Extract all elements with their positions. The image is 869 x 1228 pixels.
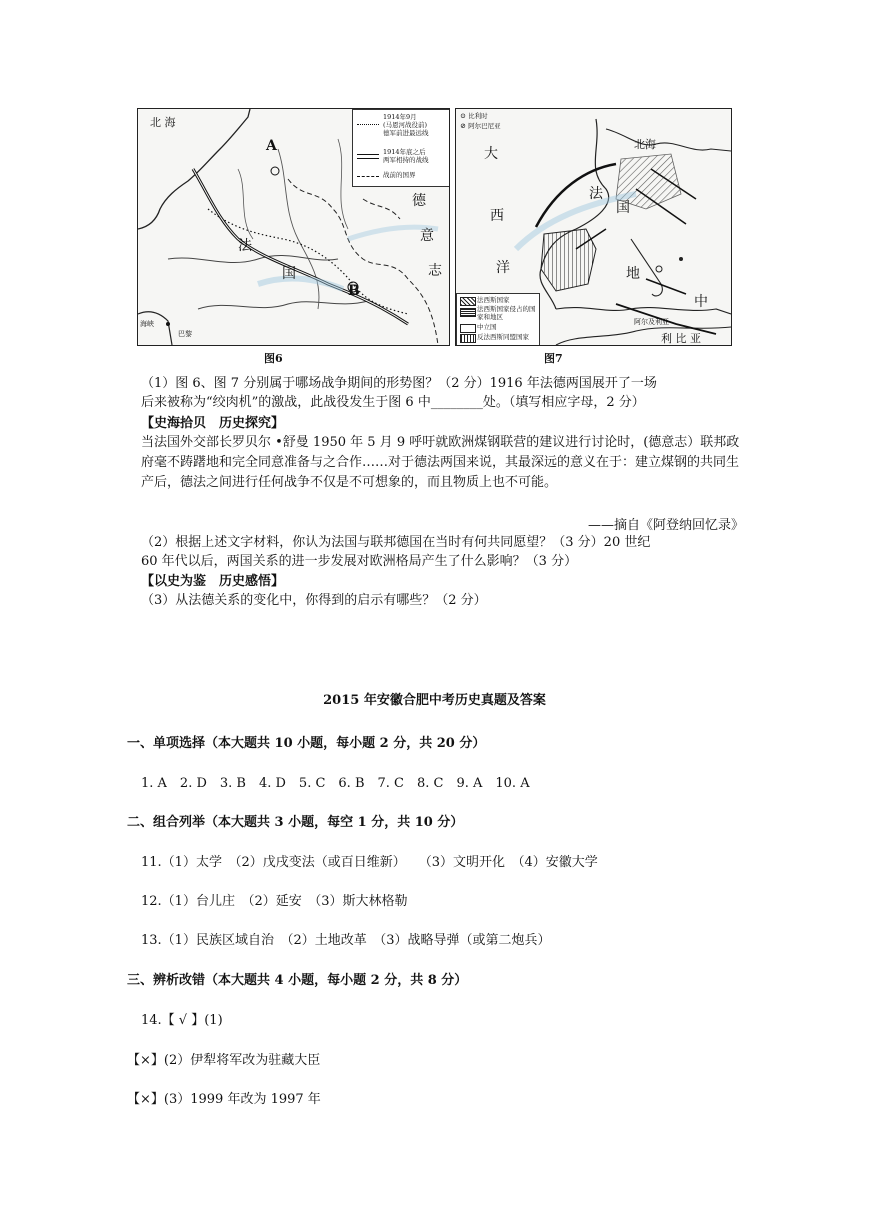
- map7-algeria-label: 阿尔及利亚: [634, 318, 669, 326]
- figure-7-caption: 图7: [544, 352, 563, 365]
- map7-legend: [456, 293, 540, 346]
- material-source: ——摘自《阿登纳回忆录》: [587, 518, 744, 533]
- part-3-header: 三、辨析改错（本大题共 4 小题，每小题 2 分，共 8 分）: [127, 973, 468, 988]
- map6-city-label: 巴黎: [178, 330, 192, 338]
- map7-france-label-2: 国: [616, 200, 630, 216]
- map7-legend-belgium: 比利时: [468, 112, 488, 120]
- question-1-line-1: （1）图 6、图 7 分别属于哪场战争期间的形势图？（2 分）1916 年法德两国展开了一场: [141, 376, 657, 391]
- map6-germany-label-2: 意: [420, 228, 434, 244]
- legend-item2-line2: 两军相持的战线: [383, 156, 429, 165]
- map7-legend-item2: 法西斯国家侵占的国家和地区: [477, 305, 536, 321]
- map7-legend-item1: 法西斯国家: [477, 296, 510, 304]
- part-1-header: 一、单项选择（本大题共 10 小题，每小题 2 分，共 20 分）: [127, 736, 486, 751]
- part-2-header: 二、组合列举（本大题共 3 小题，每空 1 分，共 10 分）: [127, 815, 464, 830]
- legend-item1-line1: 1914年9月: [383, 113, 417, 121]
- map6-point-b: B: [348, 283, 360, 299]
- answer-14-2: 【×】(2）伊犁将军改为驻藏大臣: [127, 1053, 321, 1068]
- legend-neutral-swatch: [460, 324, 476, 333]
- map6-point-a: A: [266, 138, 277, 154]
- map7-france-label-1: 法: [589, 186, 603, 202]
- figure-6-map: [137, 108, 450, 346]
- legend-item3: 战前的国界: [383, 171, 416, 179]
- map7-sea-label-2: 中: [694, 294, 708, 310]
- question-2-line-2: 60 年代以后，两国关系的进一步发展对欧洲格局产生了什么影响？（3 分）: [141, 554, 578, 569]
- figure-7-map: [455, 108, 732, 346]
- question-3: （3）从法德关系的变化中，你得到的启示有哪些？（2 分）: [141, 593, 487, 608]
- map7-ocean-label-2: 西: [490, 208, 504, 224]
- legend-allied-swatch: [460, 334, 476, 343]
- map7-libya-label: 利 比 亚: [661, 332, 701, 345]
- map7-sea-label-1: 地: [626, 266, 640, 282]
- material-passage: 当法国外交部长罗贝尔 •舒曼 1950 年 5 月 9 呼吁就欧洲煤钢联营的建议进行讨论时，(德意志）联邦政府毫不踌躇地和完全同意准备与之合作……对于德法两国来说，其最深远的意义在于：建立煤钢的共同生产后，德法之间进行任何战争不仅是不可想象的，而且物质上也不可能。: [141, 435, 740, 490]
- question-1-line-2: 后来被称为“绞肉机”的激战，此战役发生于图 6 中________处。（填写相应字母，2 分）: [141, 395, 645, 410]
- map6-germany-label-3: 志: [428, 263, 442, 279]
- map7-legend-albania: 阿尔巴尼亚: [468, 122, 501, 130]
- map6-germany-label-1: 德: [412, 193, 426, 209]
- legend-dashed-swatch: [357, 176, 379, 177]
- map7-legend-item4: 反法西斯同盟国家: [477, 333, 529, 341]
- map6-legend: [352, 109, 450, 187]
- legend-double-swatch: [357, 154, 379, 159]
- map6-france-label-1: 法: [238, 238, 252, 254]
- map7-top-legend: ⊙ 比利时 ⊘ 阿尔巴尼亚: [460, 112, 501, 130]
- legend-item1-line2: (马恩河战役前): [383, 121, 428, 130]
- map6-sea-label: 北 海: [150, 116, 176, 129]
- map7-north-sea-label: 北海: [634, 138, 656, 151]
- map7-ocean-label-3: 洋: [496, 260, 510, 276]
- question-2-line-1: （2）根据上述文字材料，你认为法国与联邦德国在当时有何共同愿望？（3 分）20 世纪: [141, 535, 651, 550]
- part-1-answers: 1. A 2. D 3. B 4. D 5. C 6. B 7. C 8. C 9. A 10. A: [141, 776, 530, 791]
- answer-11: 11.（1）太学 （2）戊戌变法（或百日维新） （3）文明开化 （4）安徽大学: [141, 855, 598, 870]
- legend-fascist-swatch: [460, 297, 476, 306]
- map6-strait-label: 海峡: [140, 320, 154, 328]
- answer-14-3: 【×】(3）1999 年改为 1997 年: [127, 1092, 321, 1107]
- map6-france-label-2: 国: [282, 266, 296, 282]
- answer-title: 2015 年安徽合肥中考历史真题及答案: [323, 693, 546, 708]
- answer-14-1: 14.【 √ 】(1): [141, 1013, 223, 1028]
- section-heading-history-reflection: 【以史为鉴 历史感悟】: [141, 574, 285, 589]
- answer-13: 13.（1）民族区域自治 （2）土地改革 （3）战略导弹（或第二炮兵）: [141, 933, 551, 948]
- figure-6-caption: 图6: [264, 352, 283, 365]
- answer-12: 12.（1）台儿庄 （2）延安 （3）斯大林格勒: [141, 894, 408, 909]
- map7-legend-item3: 中立国: [477, 323, 497, 331]
- legend-occupied-swatch: [460, 308, 476, 317]
- legend-item2-line1: 1914年底之后: [383, 148, 426, 156]
- section-heading-history-exploration: 【史海拾贝 历史探究】: [141, 416, 285, 431]
- legend-dotted-swatch: [357, 124, 379, 125]
- legend-item1-line3: 德军前进最远线: [383, 129, 429, 138]
- map7-ocean-label-1: 大: [484, 146, 498, 162]
